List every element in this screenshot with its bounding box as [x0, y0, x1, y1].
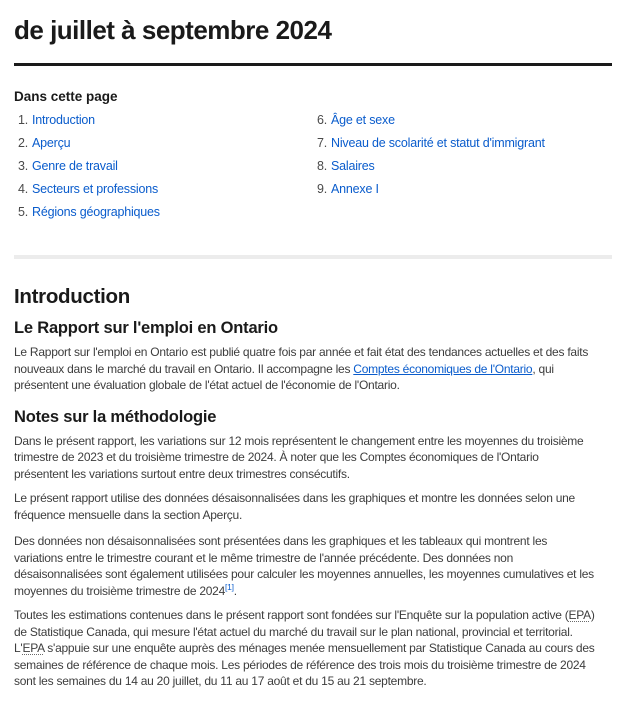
toc-heading: Dans cette page: [14, 89, 118, 104]
title-divider: [14, 63, 612, 66]
toc-number: 2.: [18, 136, 29, 150]
methodologie-paragraph-4: [14, 607, 595, 690]
toc-number: 1.: [18, 113, 29, 127]
toc-link-secteurs-et-professions[interactable]: Secteurs et professions: [32, 182, 159, 196]
toc-item-apercu: [18, 137, 313, 150]
toc-number: 7.: [317, 136, 328, 150]
introduction-section: [14, 285, 612, 690]
paragraph-text: s'appuie sur une enquête auprès des ménages menée mensuellement par Statistique Canada au cours des semaines de référence de chaque mois. Les périodes de référence des trois mois du troisième trimestre de 2024 sont les semaines du 14 au 20 juillet, du 11 au 17 août et du 15 au 21 septembre.: [14, 641, 595, 688]
toc-link-regions-geographiques[interactable]: Régions géographiques: [32, 205, 160, 219]
toc-number: 4.: [18, 182, 29, 196]
paragraph-text: , qui présentent une évaluation globale de l'état actuel de l'économie de l'Ontario.: [14, 361, 554, 392]
toc-link-age-et-sexe[interactable]: Âge et sexe: [331, 113, 395, 127]
toc-link-salaires[interactable]: Salaires: [331, 159, 375, 173]
methodologie-heading: Notes sur la méthodologie: [14, 407, 217, 426]
epa-abbreviation: EPA: [22, 641, 45, 655]
rapport-emploi-heading: Le Rapport sur l'emploi en Ontario: [14, 319, 278, 337]
report-page: [0, 14, 627, 690]
toc-number: 3.: [18, 159, 29, 173]
toc-number: 6.: [317, 113, 328, 127]
toc-list-left: [14, 114, 313, 229]
toc-item-niveau-de-scolarite: [317, 137, 612, 150]
methodologie-paragraph-1: Dans le présent rapport, les variations sur 12 mois représentent le changement entre les moyennes du troisième trimestre de 2023 et du troisième trimestre de 2024. À noter que les Comptes économiques de l'Ontario présentent les variations surtout entre deux trimestres consécutifs.: [14, 433, 584, 481]
footnote-1-link[interactable]: [1]: [225, 581, 234, 592]
toc-columns: [14, 114, 612, 229]
introduction-heading: Introduction: [14, 285, 130, 308]
page-title: de juillet à septembre 2024: [14, 15, 332, 45]
in-page-toc: [14, 90, 612, 229]
toc-item-salaires: [317, 160, 612, 173]
paragraph-text: ) de Statistique Canada, qui mesure l'état actuel du marché du travail sur le plan national, provincial et territorial. L': [14, 608, 595, 655]
methodologie-paragraph-3: [14, 533, 595, 599]
toc-item-secteurs-et-professions: [18, 183, 313, 196]
paragraph-text: Le Rapport sur l'emploi en Ontario est publié quatre fois par année et fait état des tendances actuelles et des faits nouveaux dans le marché du travail en Ontario. Il accompagne les: [14, 345, 589, 376]
toc-link-annexe-1[interactable]: Annexe I: [331, 182, 379, 196]
toc-number: 8.: [317, 159, 328, 173]
footnote-marker: [225, 582, 234, 592]
epa-abbreviation: EPA: [568, 608, 591, 622]
toc-number: 9.: [317, 182, 328, 196]
paragraph-text: .: [233, 583, 237, 598]
comptes-economiques-link[interactable]: Comptes économiques de l'Ontario: [353, 361, 533, 376]
toc-link-introduction[interactable]: Introduction: [32, 113, 95, 127]
paragraph-text: Des données non désaisonnalisées sont présentées dans les graphiques et les tableaux qui montrent les variations entre le trimestre courant et le même trimestre de l'année précédente. Des données non désaisonnalisées sont également utilisées pour calculer les moyennes annuelles, les moyennes cumulatives et les moyennes du troisième trimestre de 2024: [14, 534, 594, 598]
toc-number: 5.: [18, 205, 29, 219]
toc-item-age-et-sexe: [317, 114, 612, 127]
toc-item-regions-geographiques: [18, 206, 313, 219]
toc-item-annexe-1: [317, 183, 612, 196]
paragraph-text: Toutes les estimations contenues dans le présent rapport sont fondées sur l'Enquête sur la population active (: [14, 608, 569, 622]
toc-item-genre-de-travail: [18, 160, 313, 173]
toc-link-niveau-de-scolarite[interactable]: Niveau de scolarité et statut d'immigrant: [331, 136, 545, 150]
toc-item-introduction: [18, 114, 313, 127]
methodologie-paragraph-2: Le présent rapport utilise des données désaisonnalisées dans les graphiques et montre les données selon une fréquence mensuelle dans la section Aperçu.: [14, 491, 575, 522]
rapport-emploi-paragraph: [14, 344, 595, 394]
toc-link-genre-de-travail[interactable]: Genre de travail: [32, 159, 118, 173]
section-divider: [14, 255, 612, 259]
toc-link-apercu[interactable]: Aperçu: [32, 136, 71, 150]
toc-list-right: [313, 114, 612, 229]
